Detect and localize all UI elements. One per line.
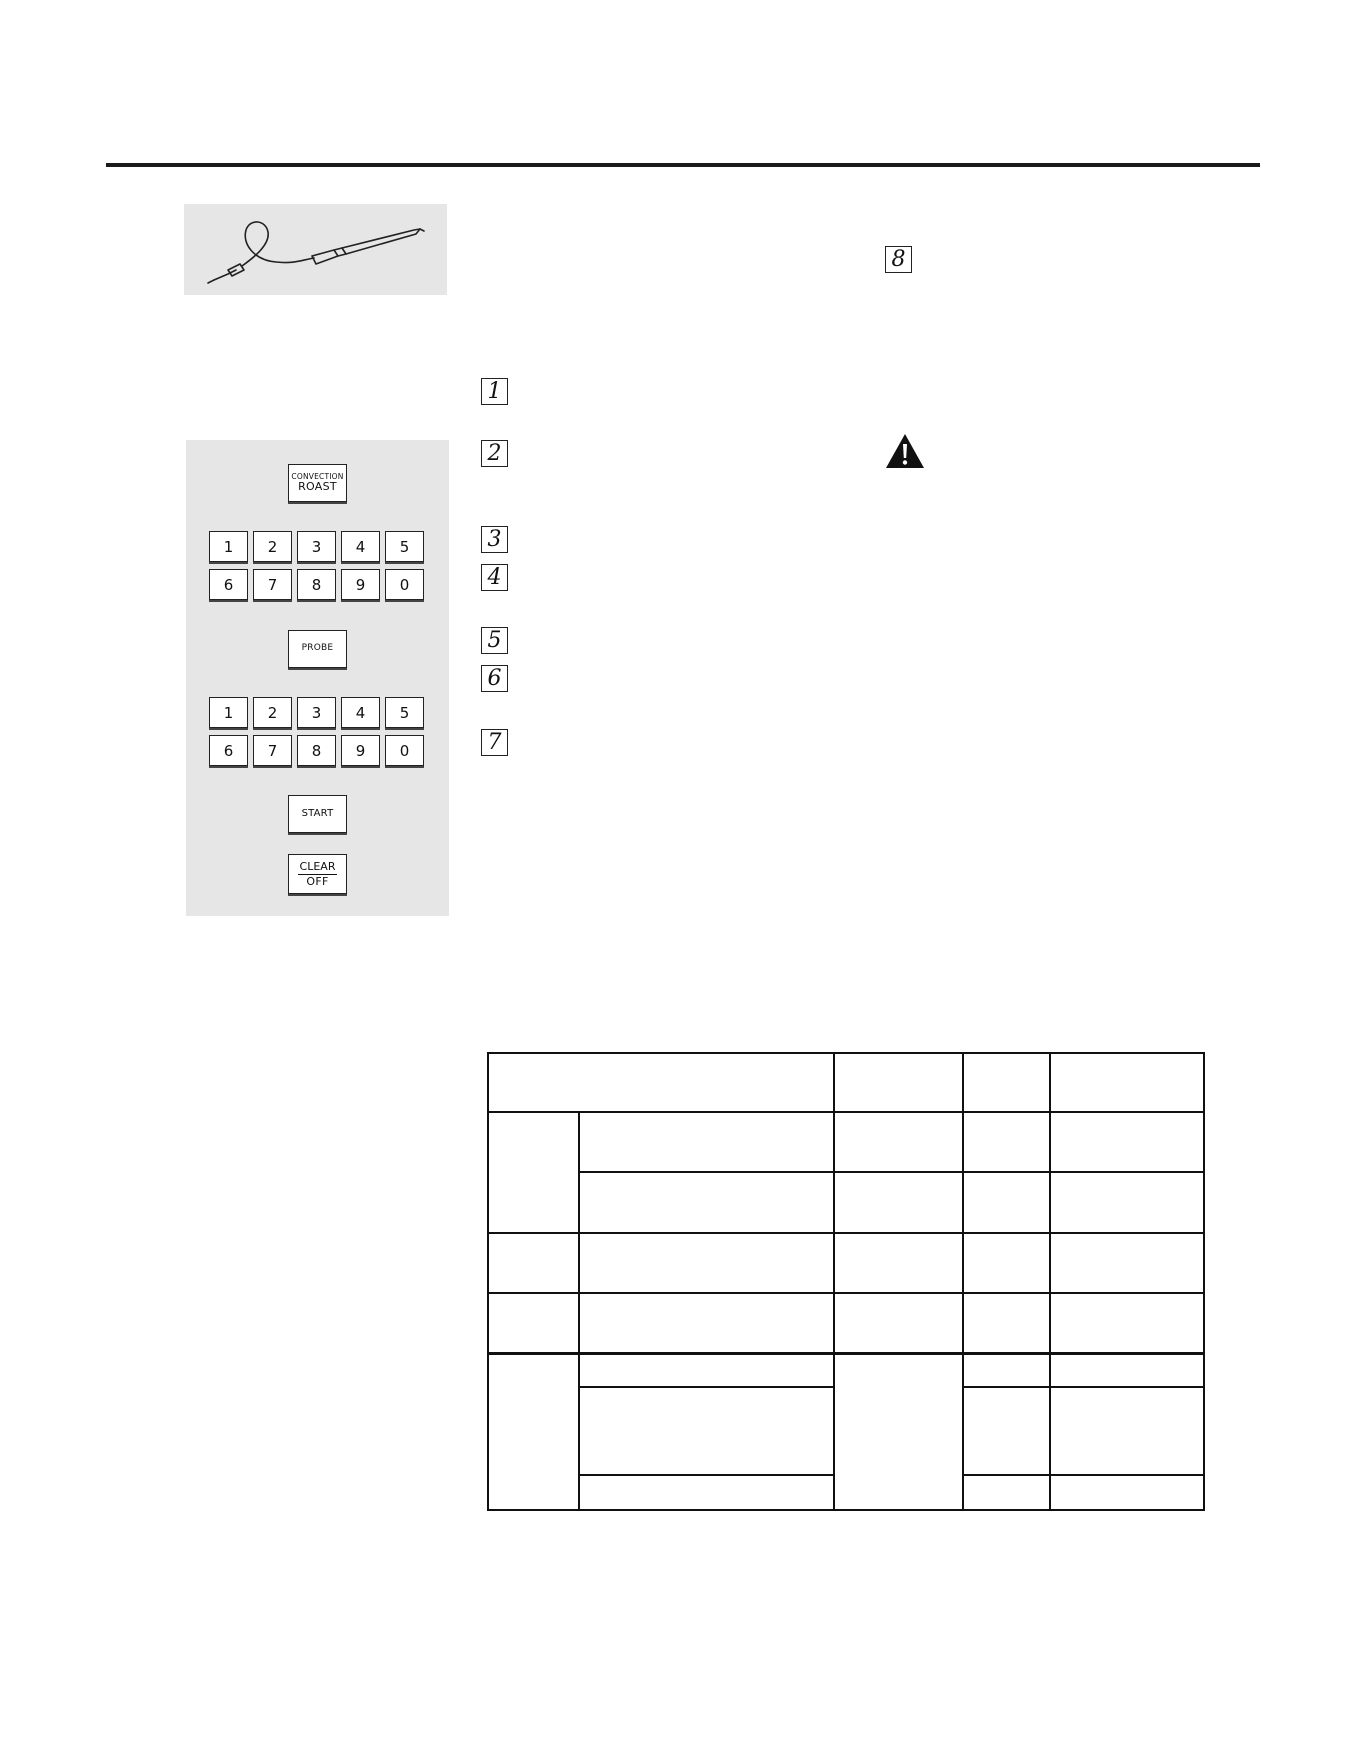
keypad2-key-0[interactable]: 0	[385, 735, 424, 766]
keypad1-key-8[interactable]: 8	[297, 569, 336, 600]
header-rule	[106, 163, 1260, 167]
probe-button[interactable]	[288, 630, 347, 668]
off-label: OFF	[306, 874, 329, 888]
keypad2-key-5[interactable]: 5	[385, 697, 424, 728]
keypad1-key-9[interactable]: 9	[341, 569, 380, 600]
step-3-marker: 3	[481, 526, 508, 553]
keypad1-key-7[interactable]: 7	[253, 569, 292, 600]
probe-label: PROBE	[301, 643, 334, 654]
start-button[interactable]	[288, 795, 347, 833]
keypad1-key-5[interactable]: 5	[385, 531, 424, 562]
keypad2-key-9[interactable]: 9	[341, 735, 380, 766]
warning-triangle-icon	[885, 433, 925, 473]
table-border-top	[487, 1052, 1205, 1054]
step-5-marker: 5	[481, 627, 508, 654]
cooking-table	[487, 1052, 1205, 1511]
keypad1-key-4[interactable]: 4	[341, 531, 380, 562]
table-col-divider-3	[962, 1052, 964, 1511]
table-border-right	[1203, 1052, 1205, 1511]
keypad1-key-0[interactable]: 0	[385, 569, 424, 600]
convection-roast-label-line1: CONVECTION	[291, 472, 344, 482]
keypad1-key-3[interactable]: 3	[297, 531, 336, 562]
keypad1-key-1[interactable]: 1	[209, 531, 248, 562]
table-col-divider-4	[1049, 1052, 1051, 1511]
table-col-divider-2	[833, 1052, 835, 1511]
temperature-probe-icon	[184, 204, 447, 295]
table-row-divider-6b	[962, 1474, 1205, 1476]
step-8-marker: 8	[885, 246, 912, 273]
start-label: START	[301, 807, 334, 819]
keypad1-key-6[interactable]: 6	[209, 569, 248, 600]
keypad2-key-8[interactable]: 8	[297, 735, 336, 766]
table-header-divider	[487, 1111, 1205, 1113]
keypad2-key-3[interactable]: 3	[297, 697, 336, 728]
keypad2-key-7[interactable]: 7	[253, 735, 292, 766]
keypad2-key-6[interactable]: 6	[209, 735, 248, 766]
probe-illustration	[184, 204, 447, 295]
table-row-divider-4	[487, 1352, 1205, 1355]
keypad2-key-2[interactable]: 2	[253, 697, 292, 728]
table-row-divider-1	[578, 1171, 1205, 1173]
clear-off-button[interactable]	[288, 854, 347, 894]
table-row-divider-6a	[578, 1474, 833, 1476]
table-row-divider-5a	[578, 1386, 833, 1388]
clear-label: CLEAR	[299, 859, 336, 873]
step-6-marker: 6	[481, 665, 508, 692]
keypad2-key-4[interactable]: 4	[341, 697, 380, 728]
step-2-marker: 2	[481, 440, 508, 467]
table-row-divider-5b	[962, 1386, 1205, 1388]
step-1-marker: 1	[481, 378, 508, 405]
table-border-bottom	[487, 1509, 1205, 1511]
convection-roast-label-line2: ROAST	[298, 480, 337, 494]
table-row-divider-3	[487, 1292, 1205, 1294]
step-7-marker: 7	[481, 729, 508, 756]
control-panel	[186, 440, 449, 916]
table-row-divider-2	[487, 1232, 1205, 1234]
keypad1-key-2[interactable]: 2	[253, 531, 292, 562]
step-4-marker: 4	[481, 564, 508, 591]
keypad2-key-1[interactable]: 1	[209, 697, 248, 728]
table-border-left	[487, 1052, 489, 1511]
convection-roast-button[interactable]	[288, 464, 347, 502]
